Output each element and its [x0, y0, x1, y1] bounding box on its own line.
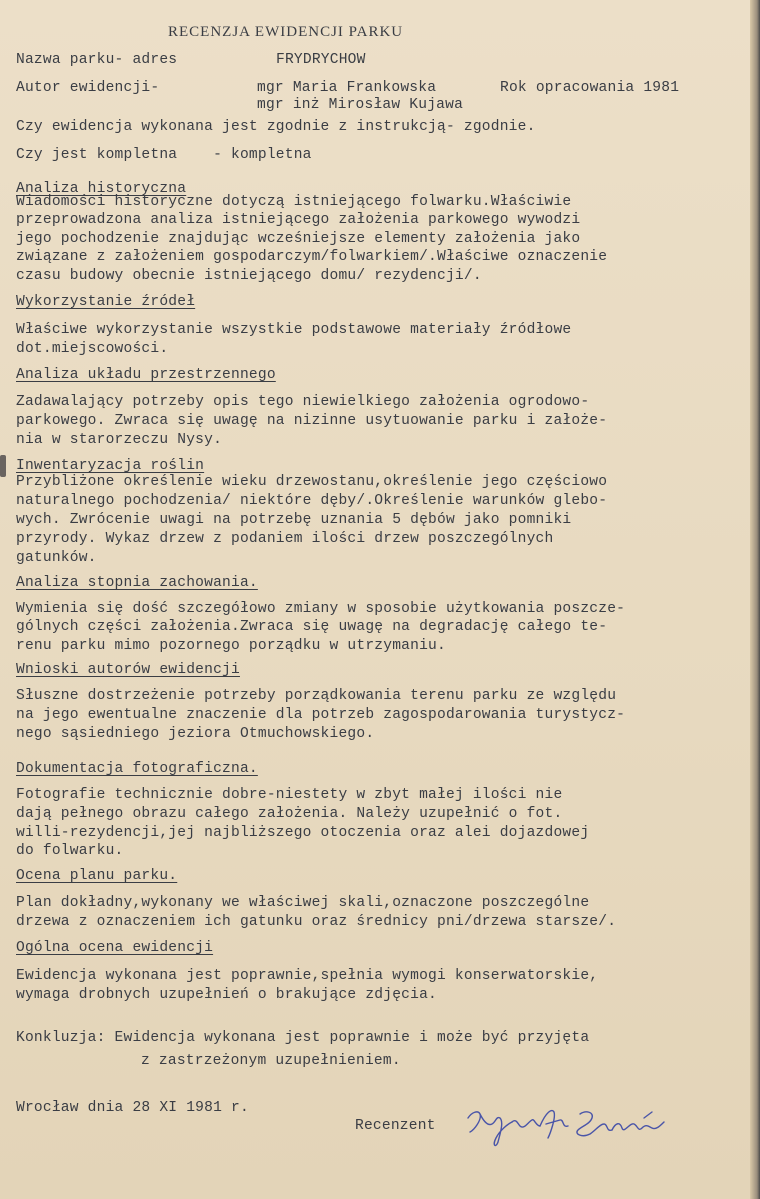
page-edge	[750, 0, 760, 1199]
section-heading-historical: Analiza historyczna	[16, 181, 187, 197]
text-line: Wymienia się dość szczegółowo zmiany w sposobie użytkowania poszcze-	[16, 601, 626, 617]
text-line: nia w starorzeczu Nysy.	[16, 432, 223, 448]
text-line: związane z założeniem gospodarczym/folwarkiem/.Właściwe oznaczenie	[16, 249, 608, 265]
date-place: Wrocław dnia 28 XI 1981 r.	[16, 1100, 249, 1116]
section-heading-sources: Wykorzystanie źródeł	[16, 294, 196, 310]
section-heading-preservation: Analiza stopnia zachowania.	[16, 575, 258, 591]
text-line: przeprowadzona analiza istniejącego założenia parkowego wywodzi	[16, 212, 581, 228]
section-heading-photos: Dokumentacja fotograficzna.	[16, 761, 258, 777]
text-line: Wiadomości historyczne dotyczą istniejącego folwarku.Właściwie	[16, 194, 572, 210]
text-line: na jego ewentualne znaczenie dla potrzeb zagospodarowania turystycz-	[16, 707, 626, 723]
author-name-1: mgr Maria Frankowska	[257, 80, 437, 96]
section-heading-overall: Ogólna ocena ewidencji	[16, 940, 214, 956]
text-line: parkowego. Zwraca się uwagę na nizinne usytuowanie parku i założe-	[16, 413, 608, 429]
text-line: czasu budowy obecnie istniejącego domu/ rezydencji/.	[16, 268, 482, 284]
text-line: jego pochodzenie znajdując wcześniejsze elementy założenia jako	[16, 231, 581, 247]
text-line: Zadawalający potrzeby opis tego niewielkiego założenia ogrodowo-	[16, 394, 590, 410]
text-line: gólnych części założenia.Zwraca się uwagę na degradację całego te-	[16, 619, 608, 635]
text-line: nego sąsiedniego jeziora Otmuchowskiego.	[16, 726, 375, 742]
text-line: Przybliżone określenie wieku drzewostanu,określenie jego częściowo	[16, 474, 608, 490]
conclusion-line-1: Konkluzja: Ewidencja wykonana jest poprawnie i może być przyjęta	[16, 1030, 590, 1046]
park-name: FRYDRYCHOW	[276, 52, 366, 68]
park-label: Nazwa parku- adres	[16, 52, 178, 68]
handwritten-signature	[462, 1104, 672, 1150]
author-label: Autor ewidencji-	[16, 80, 160, 96]
binder-mark	[0, 455, 6, 477]
text-line: willi-rezydencji,jej najbliższego otoczenia oraz alei dojazdowej	[16, 825, 590, 841]
text-line: gatunków.	[16, 550, 97, 566]
text-line: Plan dokładny,wykonany we właściwej skali,oznaczone poszczególne	[16, 895, 590, 911]
text-line: renu parku mimo pozornego porządku w utrzymaniu.	[16, 638, 446, 654]
section-heading-plan: Ocena planu parku.	[16, 868, 178, 884]
author-name-2: mgr inż Mirosław Kujawa	[257, 97, 464, 113]
text-line: wymaga drobnych uzupełnień o brakujące zdjęcia.	[16, 987, 438, 1003]
text-line: dot.miejscowości.	[16, 341, 169, 357]
text-line: do folwarku.	[16, 843, 124, 859]
section-heading-spatial: Analiza układu przestrzennego	[16, 367, 276, 383]
question-compliance: Czy ewidencja wykonana jest zgodnie z instrukcją- zgodnie.	[16, 119, 536, 135]
question-completeness: Czy jest kompletna - kompletna	[16, 147, 312, 163]
text-line: dają pełnego obrazu całego założenia. Należy uzupełnić o fot.	[16, 806, 563, 822]
text-line: Fotografie technicznie dobre-niestety w zbyt małej ilości nie	[16, 787, 563, 803]
section-heading-plants: Inwentaryzacja roślin	[16, 458, 205, 474]
reviewer-label: Recenzent	[355, 1118, 436, 1134]
section-heading-conclusions: Wnioski autorów ewidencji	[16, 662, 240, 678]
text-line: naturalnego pochodzenia/ niektóre dęby/.Określenie warunków glebo-	[16, 493, 608, 509]
text-line: drzewa z oznaczeniem ich gatunku oraz średnicy pni/drzewa starsze/.	[16, 914, 617, 930]
document-title: RECENZJA EWIDENCJI PARKU	[168, 24, 404, 40]
text-line: Słuszne dostrzeżenie potrzeby porządkowania terenu parku ze względu	[16, 688, 617, 704]
text-line: przyrody. Wykaz drzew z podaniem ilości drzew poszczególnych	[16, 531, 554, 547]
text-line: Właściwe wykorzystanie wszystkie podstawowe materiały źródłowe	[16, 322, 572, 338]
conclusion-line-2: z zastrzeżonym uzupełnieniem.	[141, 1053, 401, 1069]
year-text: Rok opracowania 1981	[500, 80, 680, 96]
text-line: wych. Zwrócenie uwagi na potrzebę uznania 5 dębów jako pomniki	[16, 512, 572, 528]
text-line: Ewidencja wykonana jest poprawnie,spełnia wymogi konserwatorskie,	[16, 968, 599, 984]
